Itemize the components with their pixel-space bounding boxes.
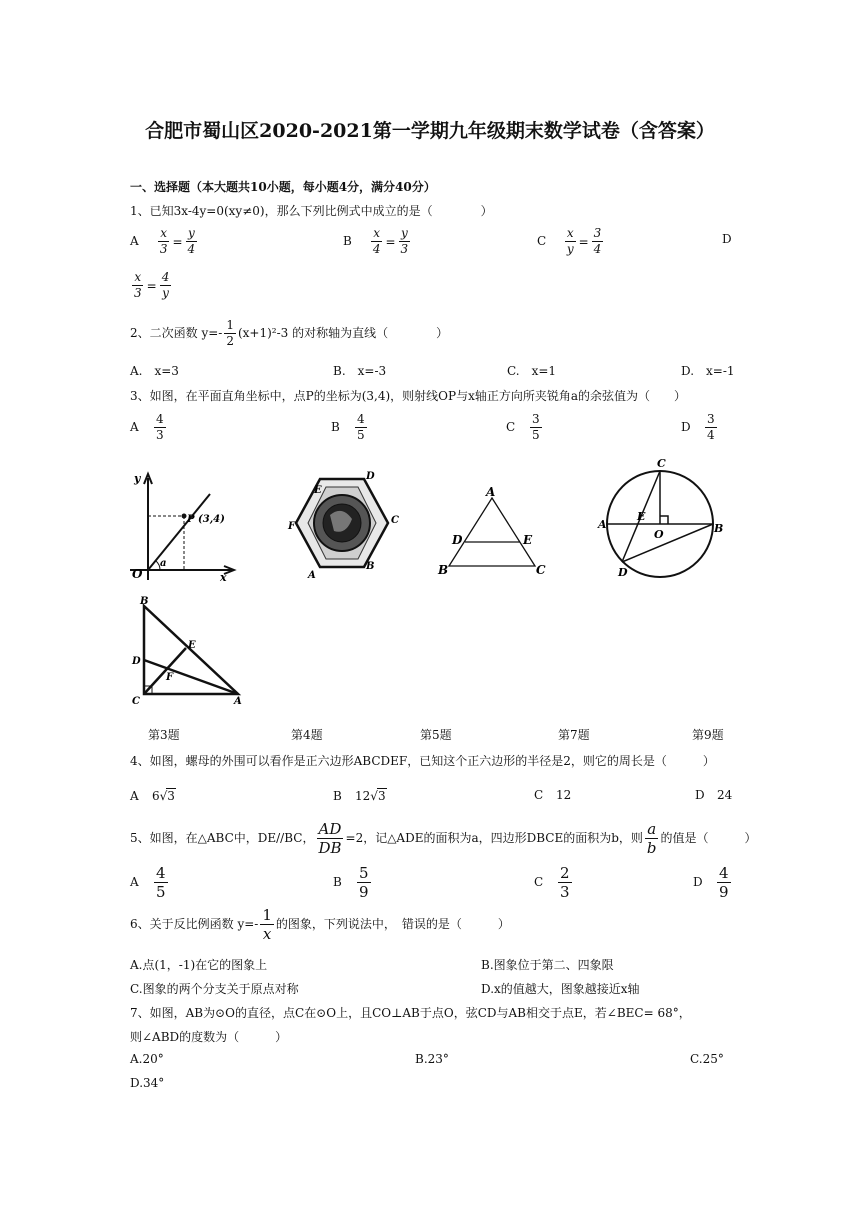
fig3-label-o: O	[132, 567, 143, 581]
fig9-label-a: A	[234, 696, 242, 707]
fig7-label-d: D	[618, 566, 628, 579]
question-1-stem: 1、已知3x-4y=0(xy≠0)，那么下列比例式中成立的是（ ）	[130, 204, 493, 218]
fig3-label-x: x	[220, 571, 227, 582]
q5-option-a[interactable]: A $\frac{4}{5}$	[130, 864, 166, 901]
fig3-label-p: P (3,4)	[187, 514, 225, 525]
fig7-label-c: C	[657, 457, 666, 470]
page-title: 合肥市蜀山区2020-2021第一学期九年级期末数学试卷（含答案）	[145, 120, 715, 142]
fig9-label-e: E	[188, 640, 196, 651]
fig5-label-c: C	[536, 563, 546, 577]
q1-option-c[interactable]: C $\frac{x}{y}$ = $\frac{3}{4}$	[537, 226, 602, 256]
fig5-label-e: E	[523, 533, 533, 547]
q7-option-c[interactable]: C.25°	[690, 1052, 724, 1066]
q2-option-a[interactable]: A. x=3	[130, 364, 179, 378]
figure-4	[286, 465, 406, 580]
q5-option-b[interactable]: B $\frac{5}{9}$	[333, 864, 369, 901]
question-3-stem: 3、如图，在平面直角坐标中，点P的坐标为(3,4)，则射线OP与x轴正方向所夹锐角a的余弦值为（ ）	[130, 389, 686, 403]
caption-figure-3: 第3题	[148, 728, 180, 742]
figure-5	[435, 480, 555, 580]
fig7-label-a: A	[598, 518, 607, 531]
fig5-label-a: A	[486, 485, 496, 499]
fig7-label-e: E	[637, 510, 646, 523]
q1-option-b[interactable]: B $\frac{x}{4}$ = $\frac{y}{3}$	[343, 226, 409, 256]
caption-figure-5: 第5题	[420, 728, 452, 742]
fig5-label-d: D	[452, 533, 463, 547]
q1-option-a[interactable]: A $\frac{x}{3}$ = $\frac{y}{4}$	[130, 226, 196, 256]
fig9-label-f: F	[166, 672, 174, 683]
fig4-label-b: B	[366, 561, 375, 572]
fig7-label-o: O	[654, 528, 664, 541]
figure-9	[128, 592, 250, 710]
q2-option-b[interactable]: B. x=-3	[333, 364, 387, 378]
q5-option-c[interactable]: C $\frac{2}{3}$	[534, 864, 570, 901]
figure-7	[594, 454, 726, 582]
q4-option-d[interactable]: D 24	[695, 788, 733, 802]
question-5-stem: 5、如图，在△ABC中，DE//BC， $\frac{AD}{DB}$ =2，记△ADE的面积为a，四边形DBCE的面积为b，则 $\frac{a}{b}$ 的值是（ ）	[130, 820, 757, 857]
fig9-label-c: C	[132, 696, 140, 707]
q5-option-d[interactable]: D $\frac{4}{9}$	[693, 864, 729, 901]
q3-option-d[interactable]: D $\frac{3}{4}$	[681, 412, 715, 442]
fig5-label-b: B	[438, 563, 449, 577]
fig4-label-f: F	[288, 521, 296, 532]
q2-option-c[interactable]: C. x=1	[507, 364, 557, 378]
fig9-label-d: D	[132, 656, 141, 667]
q3-option-b[interactable]: B $\frac{4}{5}$	[331, 412, 365, 442]
caption-figure-7: 第7题	[558, 728, 590, 742]
q6-option-c[interactable]: C.图象的两个分支关于原点对称	[130, 982, 299, 996]
q3-option-c[interactable]: C $\frac{3}{5}$	[506, 412, 540, 442]
q7-option-d[interactable]: D.34°	[130, 1076, 165, 1090]
fig3-label-y: y	[134, 472, 141, 485]
fig4-label-e: E	[314, 485, 322, 496]
question-7-line-2: 则∠ABD的度数为（ ）	[130, 1030, 288, 1044]
q2-option-d[interactable]: D. x=-1	[681, 364, 735, 378]
fig7-label-b: B	[714, 522, 724, 535]
fig4-label-c: C	[391, 515, 399, 526]
q6-option-d[interactable]: D.x的值越大，图象越接近x轴	[481, 982, 640, 996]
fig9-label-b: B	[140, 596, 149, 607]
q7-option-b[interactable]: B.23°	[415, 1052, 449, 1066]
fig3-label-a: a	[160, 558, 167, 569]
q4-option-a[interactable]: A 6√3	[130, 789, 175, 803]
q6-option-a[interactable]: A.点(1，-1)在它的图象上	[130, 958, 268, 972]
q6-option-b[interactable]: B.图象位于第二、四象限	[481, 958, 614, 972]
question-2-stem: 2、二次函数 y=- $\frac{1}{2}$ (x+1)²-3 的对称轴为直线（ ）	[130, 318, 449, 348]
question-6-stem: 6、关于反比例函数 y=- $\frac{1}{x}$ 的图象，下列说法中， 错误的是（ ）	[130, 906, 510, 943]
fig4-label-d: D	[366, 471, 375, 482]
caption-figure-9: 第9题	[692, 728, 724, 742]
section-heading: 一、选择题（本大题共10小题，每小题4分，满分40分）	[130, 180, 436, 194]
q7-option-a[interactable]: A.20°	[130, 1052, 164, 1066]
q3-option-a[interactable]: A $\frac{4}{3}$	[130, 412, 164, 442]
q1-option-d-letter[interactable]: D	[722, 232, 732, 246]
caption-figure-4: 第4题	[291, 728, 323, 742]
q4-option-b[interactable]: B 12√3	[333, 789, 386, 803]
question-7-line-1: 7、如图，AB为⊙O的直径，点C在⊙O上，且CO⊥AB于点O，弦CD与AB相交于点E，若∠BEC= 68°，	[130, 1006, 691, 1020]
fig4-label-a: A	[308, 570, 316, 580]
q1-option-d[interactable]: $\frac{x}{3}$ = $\frac{4}{y}$	[134, 270, 170, 300]
question-4-stem: 4、如图，螺母的外围可以看作是正六边形ABCDEF，已知这个正六边形的半径是2，则它的周长是（ ）	[130, 754, 715, 768]
figure-3	[120, 462, 240, 582]
q4-option-c[interactable]: C 12	[534, 788, 572, 802]
